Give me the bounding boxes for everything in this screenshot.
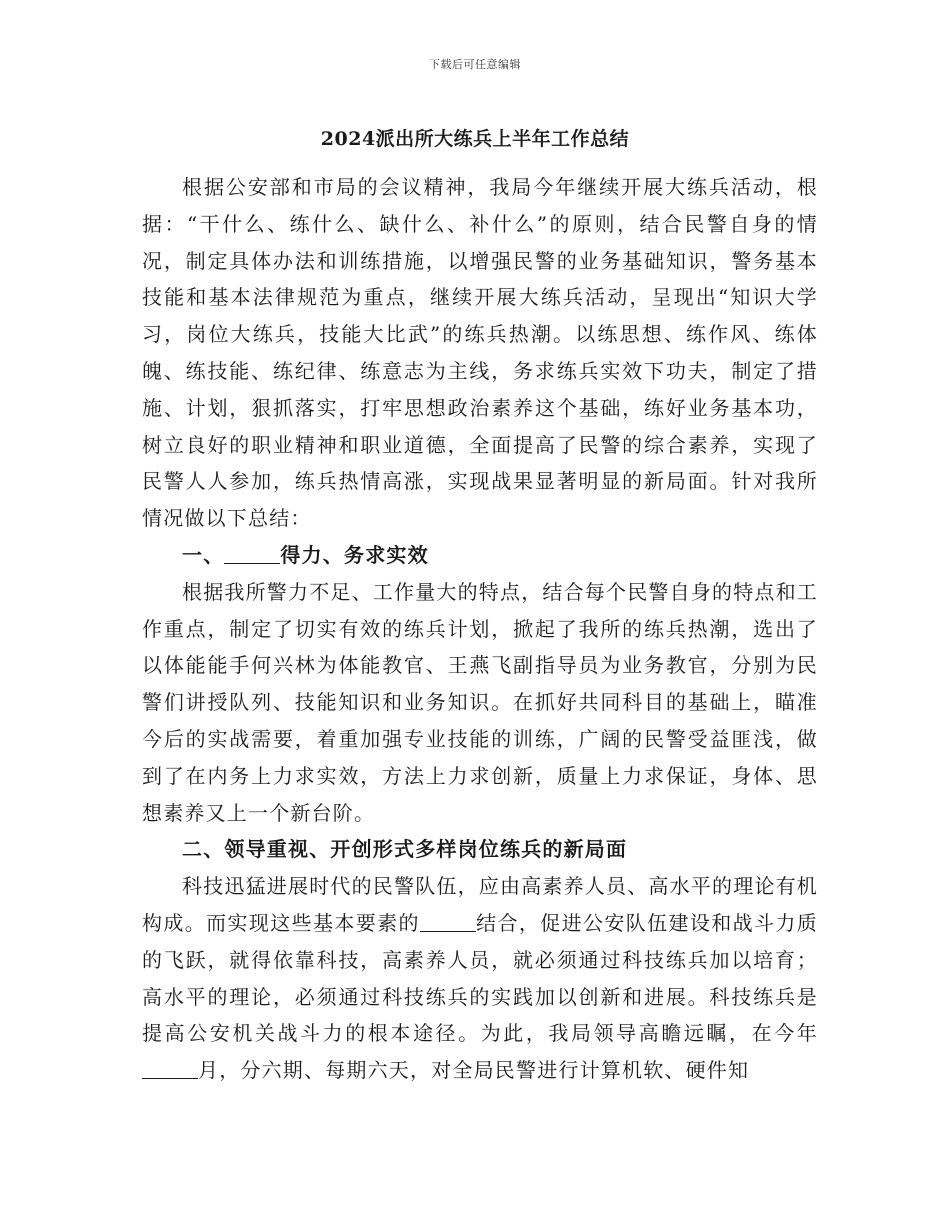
paragraph-section-2	[142, 868, 818, 1089]
paragraph-section-1: 根据我所警力不足、工作量大的特点，结合每个民警自身的特点和工作重点，制定了切实有效的练兵计划，掀起了我所的练兵热潮，选出了以体能能手何兴林为体能教官、王燕飞副指导员为业务教官，分别为民警们讲授队列、技能知识和业务知识。在抓好共同科目的基础上，瞄准今后的实战需要，着重加强专业技能的训练，广阔的民警受益匪浅，做到了在内务上力求实效，方法上力求创新，质量上力求保证，身体、思想素养又上一个新台阶。	[142, 579, 818, 825]
document-body	[142, 169, 818, 1089]
document-title: 2024派出所大练兵上半年工作总结	[320, 128, 630, 150]
paragraph-section-2-part-b: 结合，促进公安队伍建设和战斗力质的飞跃，就得依靠科技，高素养人员，就必须通过科技练兵加以培育；高水平的理论，必须通过科技练兵的实践加以创新和进展。科技练兵是提高公安机关战斗力的根本途径。为此，我局领导高瞻远瞩，在今年	[142, 910, 818, 1046]
blank-underline	[142, 1058, 198, 1079]
paragraph-section-2-part-c: 月，分六期、每期六天，对全局民警进行计算机软、硬件知	[198, 1058, 750, 1083]
paragraph-section-2-part-a: 科技迅猛进展时代的民警队伍，应由高素养人员、高水平的理论有机构成。而实现这些基本要素的	[142, 874, 818, 935]
paragraph-intro: 根据公安部和市局的会议精神，我局今年继续开展大练兵活动，根据：“干什么、练什么、缺什么、补什么”的原则，结合民警自身的情况，制定具体办法和训练措施，以增强民警的业务基础知识，警务基本技能和基本法律规范为重点，继续开展大练兵活动，呈现出“知识大学习，岗位大练兵，技能大比武”的练兵热潮。以练思想、练作风、练体魄、练技能、练纪律、练意志为主线，务求练兵实效下功夫，制定了措施、计划，狠抓落实，打牢思想政治素养这个基础，练好业务基本功，树立良好的职业精神和职业道德，全面提高了民警的综合素养，实现了民警人人参加，练兵热情高涨，实现战果显著明显的新局面。针对我所情况做以下总结：	[142, 175, 818, 531]
section-heading-2: 二、领导重视、开创形式多样岗位练兵的新局面	[182, 837, 628, 862]
section-heading-1	[142, 537, 818, 574]
heading-1-prefix: 一、	[182, 542, 225, 567]
heading-1-text: 得力、务求实效	[280, 542, 429, 567]
header-note: 下载后可任意编辑	[429, 58, 521, 71]
blank-underline	[420, 911, 476, 932]
blank-underline	[224, 543, 280, 564]
